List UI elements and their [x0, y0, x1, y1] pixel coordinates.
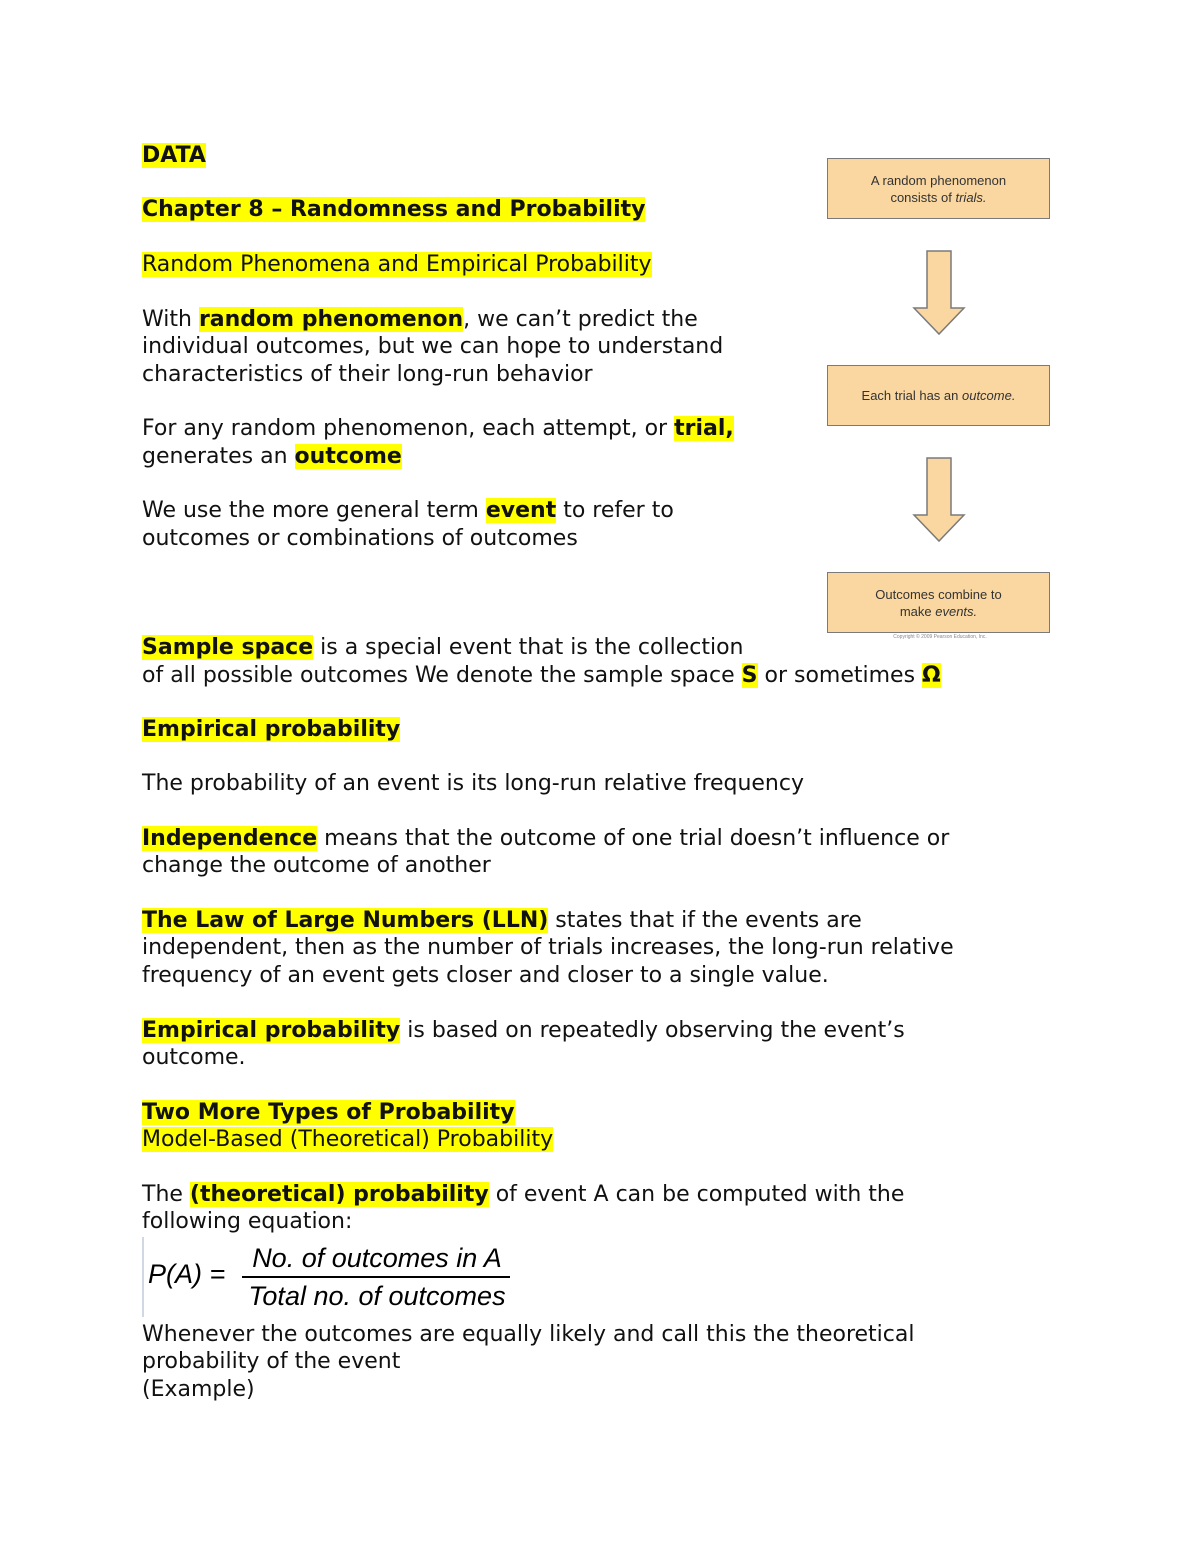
- flowchart-box-events-text: [875, 586, 1001, 620]
- section-title-text: Random Phenomena and Empirical Probability: [142, 252, 652, 277]
- model-based-heading: [142, 1126, 553, 1154]
- trial-line-1: [142, 415, 734, 443]
- trial-line-2: [142, 443, 402, 471]
- whenever-line-3: (Example): [142, 1377, 255, 1402]
- empirical-heading-text: Empirical probability: [142, 717, 401, 742]
- term-independence: Independence: [142, 826, 318, 851]
- flowchart-box-trials: [827, 158, 1050, 219]
- two-more-heading: [142, 1099, 515, 1127]
- flowchart-copyright: Copyright © 2009 Pearson Education, Inc.: [893, 634, 987, 640]
- probability-formula: [142, 1237, 512, 1317]
- down-arrow-icon: [912, 250, 966, 336]
- text-span: With: [142, 307, 199, 332]
- empirical-heading: [142, 716, 400, 744]
- theoretical-line-2: following equation:: [142, 1209, 353, 1234]
- text-span: make: [899, 603, 936, 619]
- text-span: For any random phenomenon, each attempt, or: [142, 416, 675, 441]
- doc-header-text: DATA: [142, 143, 206, 168]
- text-span: A random phenomenon: [870, 172, 1007, 188]
- fraction-bar: [242, 1276, 510, 1278]
- section-title: [142, 251, 652, 279]
- text-span: Each trial has an: [861, 388, 962, 403]
- term-lln: The Law of Large Numbers (LLN): [142, 908, 549, 933]
- lln-line-1: [142, 907, 862, 935]
- text-span: The: [142, 1182, 190, 1207]
- text-span: generates an: [142, 444, 295, 469]
- text-span: We use the more general term: [142, 498, 486, 523]
- term-empirical-probability: Empirical probability: [142, 1018, 401, 1043]
- term-theoretical-probability: (theoretical) probability: [189, 1182, 489, 1207]
- independence-line-1: [142, 825, 949, 853]
- text-span: of event A can be computed with the: [488, 1182, 905, 1207]
- text-span: or sometimes: [757, 663, 923, 688]
- empirical-based-line-1: [142, 1017, 905, 1045]
- text-span: , we can’t predict the: [463, 307, 698, 332]
- flowchart-box-trials-text: [871, 172, 1006, 206]
- text-span: to refer to: [556, 498, 674, 523]
- empirical-based-line-2: outcome.: [142, 1045, 246, 1070]
- event-line-2: outcomes or combinations of outcomes: [142, 526, 578, 551]
- random-phenomenon-line-1: [142, 306, 698, 334]
- text-span: means that the outcome of one trial doesn’t influence or: [317, 826, 950, 851]
- text-span: states that if the events are: [548, 908, 862, 933]
- term-sample-space: Sample space: [142, 635, 314, 660]
- model-based-heading-text: Model-Based (Theoretical) Probability: [142, 1127, 554, 1152]
- text-emphasis: outcome.: [961, 388, 1016, 403]
- flowchart-box-events: [827, 572, 1050, 633]
- text-span: Outcomes combine to: [875, 586, 1002, 602]
- lln-line-2: independent, then as the number of trials increases, the long-run relative: [142, 935, 954, 960]
- theoretical-line-1: [142, 1181, 904, 1209]
- term-random-phenomenon: random phenomenon: [198, 307, 464, 332]
- random-phenomenon-line-3: characteristics of their long-run behavior: [142, 362, 593, 387]
- formula-lhs: P(A) =: [148, 1259, 226, 1289]
- two-more-heading-text: Two More Types of Probability: [142, 1100, 515, 1125]
- term-trial: trial,: [674, 416, 734, 441]
- term-outcome: outcome: [294, 444, 402, 469]
- event-line-1: [142, 497, 674, 525]
- text-span: is based on repeatedly observing the event’s: [400, 1018, 905, 1043]
- independence-line-2: change the outcome of another: [142, 853, 491, 878]
- probability-definition: The probability of an event is its long-run relative frequency: [142, 771, 804, 796]
- formula-denominator: Total no. of outcomes: [248, 1281, 506, 1311]
- symbol-omega: Ω: [922, 663, 941, 688]
- sample-space-line-2: [142, 662, 941, 690]
- text-span: of all possible outcomes We denote the sample space: [142, 663, 742, 688]
- text-span: is a special event that is the collection: [313, 635, 744, 660]
- sample-space-line-1: [142, 634, 743, 662]
- chapter-title: [142, 196, 645, 224]
- lln-line-3: frequency of an event gets closer and closer to a single value.: [142, 963, 829, 988]
- formula-numerator: No. of outcomes in A: [252, 1243, 502, 1273]
- random-phenomenon-line-2: individual outcomes, but we can hope to understand: [142, 334, 724, 359]
- down-arrow-icon: [912, 457, 966, 543]
- whenever-line-2: probability of the event: [142, 1349, 401, 1374]
- chapter-title-text: Chapter 8 – Randomness and Probability: [142, 197, 646, 222]
- flowchart-box-outcome: [827, 365, 1050, 426]
- term-event: event: [485, 498, 557, 523]
- text-emphasis: trials.: [955, 189, 987, 205]
- formula-border: [142, 1237, 144, 1317]
- flowchart-box-outcome-text: [862, 387, 1016, 404]
- symbol-s: S: [741, 663, 758, 688]
- text-span: consists of: [890, 189, 956, 205]
- text-emphasis: events.: [935, 603, 978, 619]
- doc-header: [142, 142, 206, 170]
- whenever-line-1: Whenever the outcomes are equally likely and call this the theoretical: [142, 1322, 915, 1347]
